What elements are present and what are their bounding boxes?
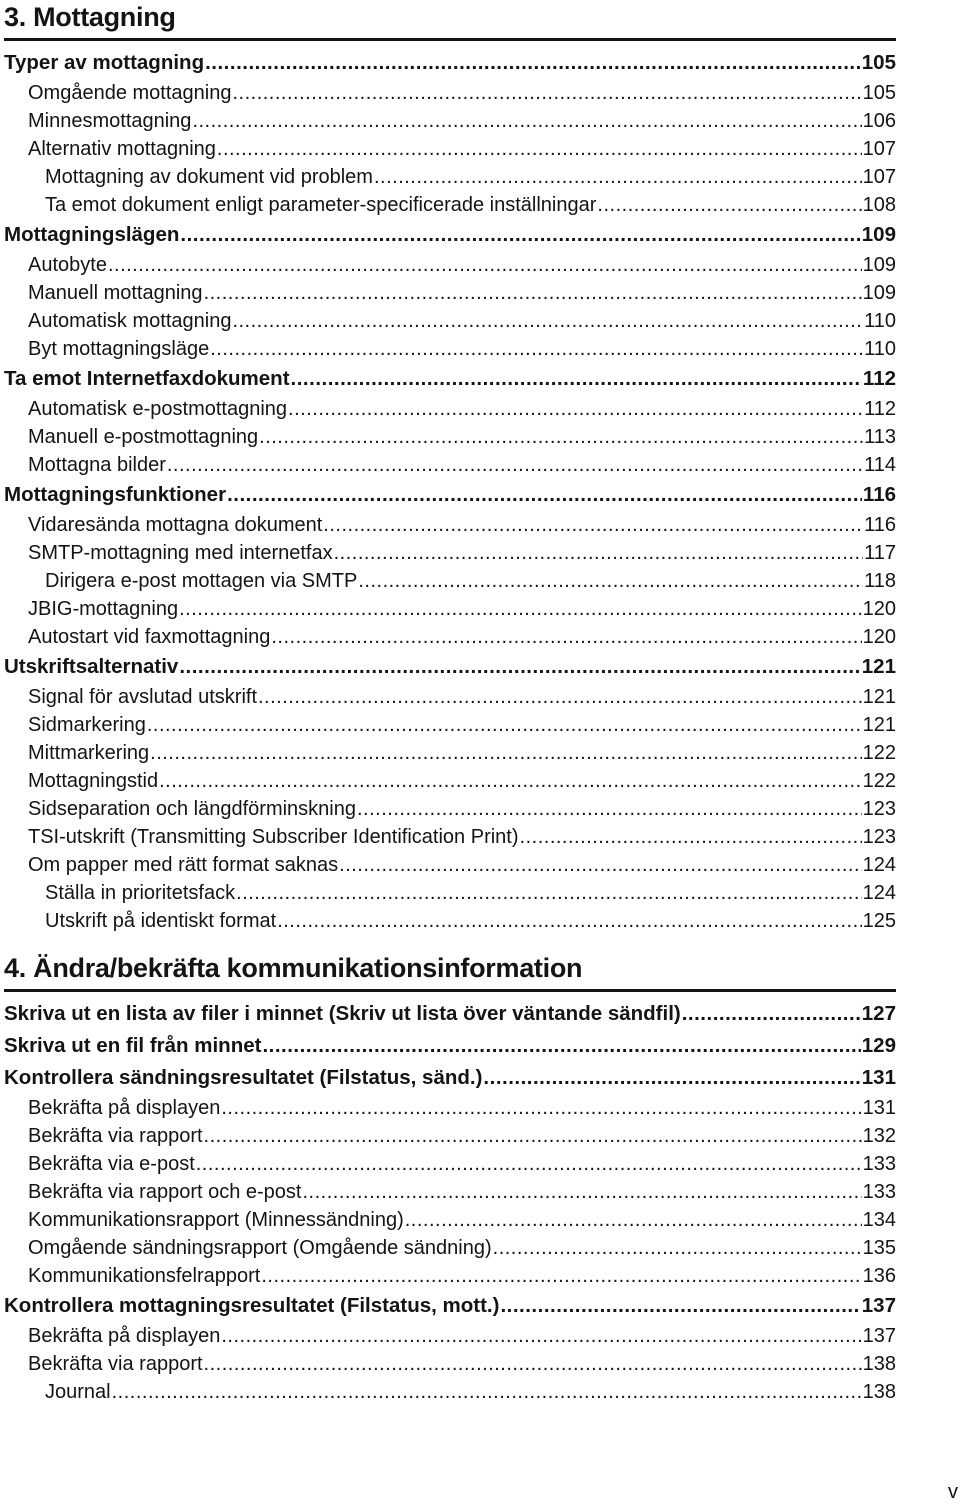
- toc-entry-title: Ta emot Internetfaxdokument: [4, 367, 290, 390]
- toc-entry-page: 116: [862, 483, 896, 506]
- toc-entry-title: Dirigera e-post mottagen via SMTP: [45, 570, 358, 592]
- toc-entry-page: 122: [862, 770, 896, 792]
- page-folio: v: [948, 1481, 958, 1503]
- toc-entry-page: 137: [862, 1325, 896, 1347]
- dot-leader: [500, 1290, 860, 1322]
- toc-entry-title: JBIG-mottagning: [28, 598, 179, 620]
- toc-entry-page: 136: [862, 1265, 896, 1287]
- toc-entry[interactable]: [4, 851, 896, 879]
- dot-leader: [217, 135, 862, 163]
- toc-entry-page: 132: [862, 1125, 896, 1147]
- toc-entry-page: 120: [862, 626, 896, 648]
- toc-entry-title: Byt mottagningsläge: [28, 338, 210, 360]
- dot-leader: [167, 451, 863, 479]
- toc-entry-page: 112: [862, 367, 896, 390]
- dot-leader: [232, 307, 863, 335]
- toc-entry[interactable]: [4, 567, 896, 595]
- toc-entry-title: Utskriftsalternativ: [4, 655, 179, 678]
- toc-entry[interactable]: [4, 823, 896, 851]
- dot-leader: [323, 511, 863, 539]
- toc-entry-title: Utskrift på identiskt format: [45, 910, 277, 932]
- dot-leader: [221, 1322, 861, 1350]
- toc-entry-page: 117: [864, 542, 896, 564]
- dot-leader: [358, 567, 863, 595]
- dot-leader: [210, 335, 863, 363]
- toc-entry-page: 121: [861, 655, 896, 678]
- toc-entry[interactable]: [4, 539, 896, 567]
- toc-entry-page: 109: [861, 223, 896, 246]
- toc-entry-page: 122: [862, 742, 896, 764]
- toc-entry-title: Mottagningsfunktioner: [4, 483, 227, 506]
- toc-page: [4, 0, 896, 1406]
- dot-leader: [108, 251, 862, 279]
- toc-entry-title: Autobyte: [28, 254, 107, 276]
- chapter-title: 3. Mottagning: [4, 2, 176, 32]
- toc-entry[interactable]: [4, 907, 896, 935]
- toc-entry-title: Alternativ mottagning: [28, 138, 216, 160]
- toc-entry-page: 135: [862, 1237, 896, 1259]
- toc-entry[interactable]: [4, 135, 896, 163]
- dot-leader: [159, 767, 862, 795]
- dot-leader: [277, 907, 861, 935]
- toc-entry-page: 105: [862, 82, 896, 104]
- toc-entry[interactable]: [4, 479, 896, 511]
- toc-entry-page: 137: [861, 1294, 896, 1317]
- toc-entry-title: SMTP-mottagning med internetfax: [28, 542, 333, 564]
- toc-entry[interactable]: [4, 363, 896, 395]
- dot-leader: [339, 851, 861, 879]
- toc-entry-page: 124: [862, 882, 896, 904]
- dot-leader: [205, 47, 861, 79]
- dot-leader: [271, 623, 861, 651]
- toc-entry[interactable]: [4, 879, 896, 907]
- toc-entry[interactable]: [4, 1094, 896, 1122]
- toc-entry[interactable]: [4, 47, 896, 79]
- dot-leader: [258, 683, 862, 711]
- dot-leader: [179, 651, 860, 683]
- dot-leader: [232, 79, 861, 107]
- toc-entry-page: 123: [862, 826, 896, 848]
- toc-entry-title: Manuell e-postmottagning: [28, 426, 259, 448]
- toc-entry[interactable]: [4, 1322, 896, 1350]
- toc-entry[interactable]: [4, 739, 896, 767]
- dot-leader: [597, 191, 861, 219]
- chapter-3: [4, 0, 896, 935]
- toc-entry-page: 109: [862, 282, 896, 304]
- toc-entry-title: Mottagna bilder: [28, 454, 166, 476]
- toc-entry-page: 110: [864, 338, 896, 360]
- toc-entry-title: Vidaresända mottagna dokument: [28, 514, 323, 536]
- toc-entry[interactable]: [4, 1206, 896, 1234]
- dot-leader: [405, 1206, 862, 1234]
- toc-entry[interactable]: [4, 107, 896, 135]
- dot-leader: [291, 363, 862, 395]
- dot-leader: [334, 539, 864, 567]
- toc-entry[interactable]: [4, 1234, 896, 1262]
- toc-entry-page: 124: [862, 854, 896, 876]
- toc-entry-title: Bekräfta på displayen: [28, 1325, 221, 1347]
- toc-entry[interactable]: [4, 1350, 896, 1378]
- dot-leader: [221, 1094, 861, 1122]
- toc-entry-page: 138: [862, 1353, 896, 1375]
- toc-entry-page: 121: [862, 714, 896, 736]
- toc-entry-page: 107: [862, 138, 896, 160]
- toc-entry-title: Mottagningstid: [28, 770, 159, 792]
- toc-entry[interactable]: [4, 423, 896, 451]
- toc-entry-page: 109: [862, 254, 896, 276]
- toc-entry[interactable]: [4, 651, 896, 683]
- toc-entry-page: 106: [862, 110, 896, 132]
- toc-entry[interactable]: [4, 451, 896, 479]
- toc-entry-title: Bekräfta på displayen: [28, 1097, 221, 1119]
- dot-leader: [192, 107, 861, 135]
- dot-leader: [493, 1234, 862, 1262]
- toc-entry-title: Mittmarkering: [28, 742, 150, 764]
- toc-entry-page: 113: [864, 426, 896, 448]
- toc-entry-title: Typer av mottagning: [4, 51, 205, 74]
- dot-leader: [520, 823, 862, 851]
- toc-entry[interactable]: [4, 511, 896, 539]
- toc-entry-title: Autostart vid faxmottagning: [28, 626, 271, 648]
- toc-entry[interactable]: [4, 595, 896, 623]
- toc-entry[interactable]: [4, 191, 896, 219]
- toc-entry[interactable]: [4, 711, 896, 739]
- toc-entry[interactable]: [4, 795, 896, 823]
- dot-leader: [112, 1378, 862, 1406]
- toc-entry[interactable]: [4, 251, 896, 279]
- toc-entry[interactable]: [4, 1262, 896, 1290]
- toc-entry-page: 131: [862, 1097, 896, 1119]
- toc-entry-page: 133: [862, 1181, 896, 1203]
- toc-entry-title: Minnesmottagning: [28, 110, 192, 132]
- toc-entry[interactable]: [4, 1178, 896, 1206]
- toc-entry-title: Mottagning av dokument vid problem: [45, 166, 373, 188]
- dot-leader: [288, 395, 863, 423]
- toc-entry[interactable]: [4, 767, 896, 795]
- toc-entry-page: 127: [861, 1002, 896, 1025]
- toc-entry-page: 133: [862, 1153, 896, 1175]
- toc-entry-title: Kontrollera sändningsresultatet (Filstatus, sänd.): [4, 1066, 483, 1089]
- toc-entry-page: 131: [861, 1066, 896, 1089]
- toc-entry-page: 118: [864, 570, 896, 592]
- toc-entry-page: 107: [862, 166, 896, 188]
- toc-entry-page: 129: [861, 1034, 896, 1057]
- toc-entry-page: 125: [862, 910, 896, 932]
- toc-entry-page: 110: [864, 310, 896, 332]
- chapter-rule: [4, 38, 896, 41]
- toc-entry-page: 120: [862, 598, 896, 620]
- toc-entry-page: 116: [864, 514, 896, 536]
- toc-entry-title: Skriva ut en fil från minnet: [4, 1034, 262, 1057]
- dot-leader: [204, 1350, 862, 1378]
- toc-entry-page: 112: [864, 398, 896, 420]
- toc-entry-title: Kontrollera mottagningsresultatet (Filstatus, mott.): [4, 1294, 500, 1317]
- toc-entry-title: Kommunikationsrapport (Minnessändning): [28, 1209, 404, 1231]
- dot-leader: [227, 479, 862, 511]
- toc-entry-title: TSI-utskrift (Transmitting Subscriber Identification Print): [28, 826, 519, 848]
- toc-entry[interactable]: [4, 1150, 896, 1178]
- toc-entry[interactable]: [4, 279, 896, 307]
- dot-leader: [204, 279, 862, 307]
- toc-entry-title: Mottagningslägen: [4, 223, 180, 246]
- toc-entry[interactable]: [4, 623, 896, 651]
- toc-entry[interactable]: [4, 335, 896, 363]
- toc-entry-page: 108: [862, 194, 896, 216]
- toc-entry-title: Bekräfta via rapport: [28, 1353, 203, 1375]
- dot-leader: [682, 998, 861, 1030]
- toc-entry-title: Sidseparation och längdförminskning: [28, 798, 356, 820]
- toc-entry-title: Journal: [45, 1381, 111, 1403]
- dot-leader: [262, 1030, 860, 1062]
- dot-leader: [483, 1062, 860, 1094]
- toc-entry[interactable]: [4, 1290, 896, 1322]
- toc-entry-page: 114: [864, 454, 896, 476]
- toc-entry[interactable]: [4, 683, 896, 711]
- dot-leader: [261, 1262, 861, 1290]
- toc-entry-title: Signal för avslutad utskrift: [28, 686, 257, 708]
- dot-leader: [180, 219, 860, 251]
- dot-leader: [302, 1178, 861, 1206]
- toc-entry-title: Manuell mottagning: [28, 282, 203, 304]
- toc-list: [4, 47, 896, 935]
- dot-leader: [374, 163, 862, 191]
- chapter-title: 4. Ändra/bekräfta kommunikationsinformation: [4, 953, 583, 983]
- dot-leader: [204, 1122, 862, 1150]
- dot-leader: [179, 595, 862, 623]
- chapter-4: [4, 951, 896, 1406]
- toc-entry[interactable]: [4, 163, 896, 191]
- toc-entry[interactable]: [4, 1378, 896, 1406]
- toc-entry-page: 138: [862, 1381, 896, 1403]
- toc-entry[interactable]: [4, 998, 896, 1030]
- toc-entry[interactable]: [4, 219, 896, 251]
- toc-entry-title: Om papper med rätt format saknas: [28, 854, 339, 876]
- dot-leader: [259, 423, 863, 451]
- toc-entry-page: 123: [862, 798, 896, 820]
- toc-entry-title: Bekräfta via e-post: [28, 1153, 195, 1175]
- toc-entry-title: Ställa in prioritetsfack: [45, 882, 236, 904]
- toc-entry[interactable]: [4, 79, 896, 107]
- chapter-rule: [4, 989, 896, 992]
- toc-entry-title: Automatisk e-postmottagning: [28, 398, 288, 420]
- toc-entry[interactable]: [4, 1030, 896, 1062]
- toc-entry[interactable]: [4, 1122, 896, 1150]
- dot-leader: [150, 739, 861, 767]
- toc-entry[interactable]: [4, 1062, 896, 1094]
- toc-entry-title: Skriva ut en lista av filer i minnet (Skriv ut lista över väntande sändfil): [4, 1002, 681, 1025]
- toc-entry[interactable]: [4, 395, 896, 423]
- toc-entry-title: Kommunikationsfelrapport: [28, 1265, 261, 1287]
- toc-entry-title: Automatisk mottagning: [28, 310, 232, 332]
- toc-entry-page: 105: [861, 51, 896, 74]
- toc-entry-page: 134: [862, 1209, 896, 1231]
- dot-leader: [147, 711, 862, 739]
- toc-entry-title: Ta emot dokument enligt parameter-specificerade inställningar: [45, 194, 597, 216]
- dot-leader: [196, 1150, 862, 1178]
- toc-entry-title: Omgående mottagning: [28, 82, 232, 104]
- toc-entry-title: Bekräfta via rapport och e-post: [28, 1181, 302, 1203]
- dot-leader: [357, 795, 862, 823]
- toc-entry-title: Sidmarkering: [28, 714, 146, 736]
- toc-entry-title: Bekräfta via rapport: [28, 1125, 203, 1147]
- dot-leader: [236, 879, 862, 907]
- toc-entry-title: Omgående sändningsrapport (Omgående sändning): [28, 1237, 492, 1259]
- toc-entry[interactable]: [4, 307, 896, 335]
- toc-list: [4, 998, 896, 1406]
- toc-entry-page: 121: [862, 686, 896, 708]
